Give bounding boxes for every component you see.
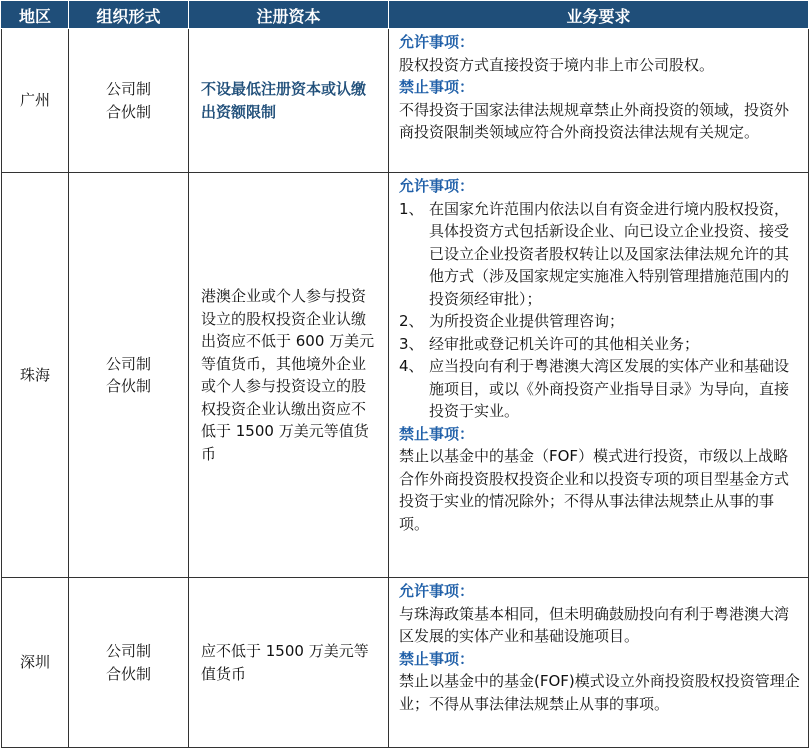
business-cell: [389, 173, 809, 578]
allowed-label: 允许事项：: [399, 33, 475, 51]
form-company: 公司制: [105, 642, 151, 660]
header-form: 组织形式: [69, 2, 189, 29]
allowed-label: 允许事项：: [399, 582, 475, 600]
prohibited-label: 禁止事项：: [399, 78, 475, 96]
business-cell: [389, 578, 809, 748]
capital-cell: 应不低于 1500 万美元等值货币: [189, 578, 389, 748]
region-cell: 广州: [2, 29, 69, 173]
allowed-item-4: [399, 355, 802, 423]
table-row-guangzhou: [2, 29, 809, 173]
table-row-zhuhai: [2, 173, 809, 578]
item-text: 为所投资企业提供管理咨询；: [429, 312, 625, 330]
form-partnership: 合伙制: [105, 377, 151, 395]
item-text: 应当投向有利于粤港澳大湾区发展的实体产业和基础设施项目，或以《外商投资产业指导目录》为导向，直接投资于实业。: [429, 357, 790, 420]
allowed-label: 允许事项：: [399, 177, 475, 195]
prohibited-label: 禁止事项：: [399, 649, 475, 668]
item-number: 2、: [399, 312, 424, 330]
region-cell: 珠海: [2, 173, 69, 578]
policy-table: [1, 1, 809, 748]
allowed-item-1: [399, 198, 802, 311]
item-text: 在国家允许范围内依法以自有资金进行境内股权投资，具体投资方式包括新设企业、向已设立企业投资、接受已设立企业投资者股权转让以及国家法律法规允许的其他方式（涉及国家规定实施准入特别管理措施范围内的投资须经审批）；: [429, 199, 790, 308]
item-number: 3、: [399, 334, 424, 353]
item-number: 1、: [399, 199, 424, 218]
header-row: [2, 2, 809, 29]
form-company: 公司制: [105, 80, 151, 98]
business-cell: [389, 29, 809, 173]
table-row-shenzhen: [2, 578, 809, 748]
allowed-text: 与珠海政策基本相同，但未明确鼓励投向有利于粤港澳大湾区发展的实体产业和基础设施项目。: [399, 604, 790, 645]
allowed-item-3: [399, 333, 802, 356]
form-partnership: 合伙制: [105, 102, 151, 121]
form-cell: [69, 173, 189, 578]
header-capital: 注册资本: [189, 2, 389, 29]
allowed-item-2: [399, 310, 802, 333]
capital-cell: 不设最低注册资本或认缴出资额限制: [189, 29, 389, 173]
header-business: 业务要求: [389, 2, 809, 29]
item-number: 4、: [399, 357, 424, 375]
capital-cell: 港澳企业或个人参与投资设立的股权投资企业认缴出资应不低于 600 万美元等值货币，其他境外企业或个人参与投资设立的股权投资企业认缴出资应不低于 1500 万美元等值货币: [189, 173, 389, 578]
form-partnership: 合伙制: [105, 664, 151, 683]
header-region: 地区: [2, 2, 69, 29]
form-company: 公司制: [105, 354, 151, 373]
prohibited-text: 禁止以基金中的基金（FOF）模式进行投资，市级以上战略合作外商投资股权投资企业和以投资专项的项目型基金方式投资于实业的情况除外；不得从事法律法规禁止从事的事项。: [399, 447, 790, 533]
allowed-text: 股权投资方式直接投资于境内非上市公司股权。: [399, 55, 715, 74]
region-cell: 深圳: [2, 578, 69, 748]
prohibited-text: 禁止以基金中的基金(FOF)模式设立外商投资股权投资管理企业；不得从事法律法规禁止从事的事项。: [399, 672, 800, 713]
item-text: 经审批或登记机关许可的其他相关业务；: [429, 334, 700, 353]
form-cell: [69, 578, 189, 748]
prohibited-text: 不得投资于国家法律法规规章禁止外商投资的领域，投资外商投资限制类领域应符合外商投资法律法规有关规定。: [399, 100, 790, 141]
form-cell: [69, 29, 189, 173]
prohibited-label: 禁止事项：: [399, 424, 475, 443]
